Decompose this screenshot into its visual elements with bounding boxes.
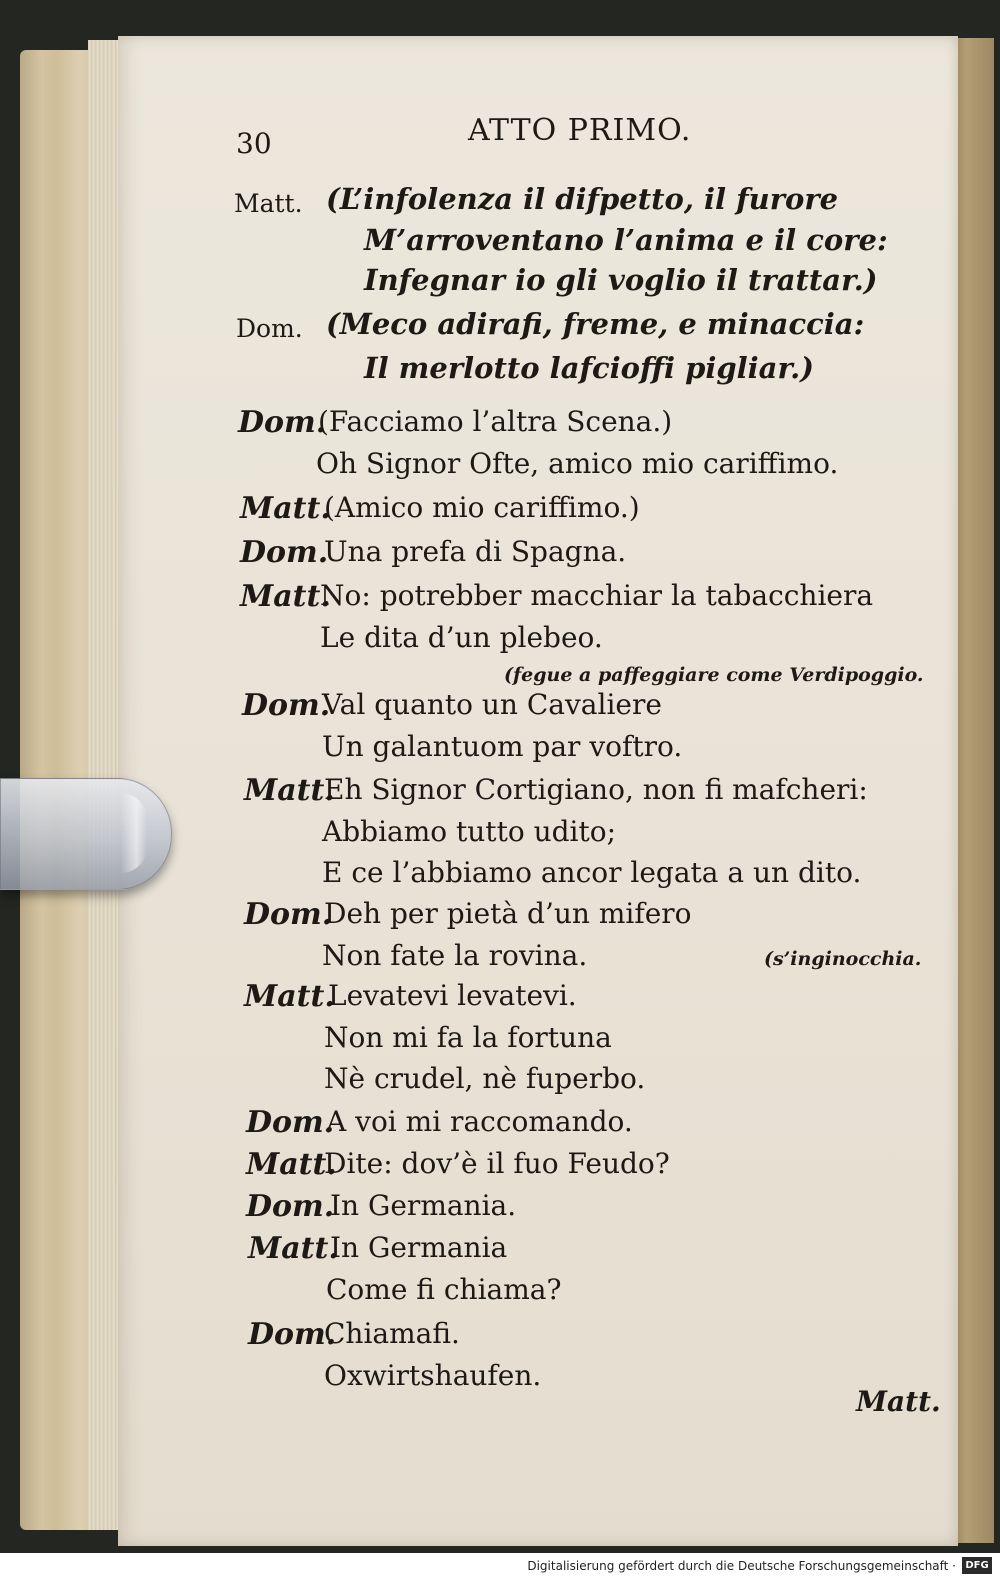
footer-bar: [0, 1553, 1000, 1579]
footer-credit: Digitalisierung gefördert durch die Deutsche Forschungsgemeinschaft ·: [527, 1559, 956, 1573]
dialogue-line: Dite: dov’è il fuo Feudo?: [324, 1147, 670, 1180]
dialogue-line: Levatevi levatevi.: [328, 979, 577, 1012]
dialogue-line: Chiamafi.: [324, 1317, 460, 1350]
speaker-label: Matt.: [240, 491, 331, 526]
dialogue-line: No: potrebber macchiar la tabacchiera: [320, 579, 874, 612]
dialogue-line: (Facciamo l’altra Scena.): [318, 405, 673, 438]
dialogue-line: E ce l’abbiamo ancor legata a un dito.: [322, 856, 862, 889]
clip-highlight: [121, 793, 147, 873]
speaker-label: Dom.: [240, 535, 329, 570]
dialogue-line: Nè crudel, nè fuperbo.: [324, 1062, 646, 1095]
catchword: Matt.: [856, 1385, 941, 1418]
verse-line: Il merlotto lafcioffi pigliar.): [364, 351, 814, 385]
dialogue-line: (Amico mio cariffimo.): [324, 491, 640, 524]
speaker-label: Dom.: [244, 897, 333, 932]
speaker-label: Matt.: [244, 773, 335, 808]
running-title: ATTO PRIMO.: [468, 113, 692, 148]
verse-line: (L’infolenza il difpetto, il furore: [326, 182, 839, 216]
dialogue-line: Come fi chiama?: [326, 1273, 562, 1306]
speaker-label: Matt.: [246, 1147, 337, 1182]
speaker-label: Dom.: [246, 1105, 335, 1140]
dialogue-line: Oh Signor Ofte, amico mio cariffimo.: [316, 447, 839, 480]
stage-direction: (fegue a paffeggiare come Verdipoggio.: [504, 664, 924, 686]
dialogue-line: Una prefa di Spagna.: [324, 535, 627, 568]
page-holder-clip: [0, 778, 172, 890]
dialogue-line: Le dita d’un plebeo.: [320, 621, 603, 654]
dialogue-line: A voi mi raccomando.: [326, 1105, 633, 1138]
dialogue-line: Non fate la rovina.: [322, 939, 588, 972]
book-page: [118, 36, 958, 1546]
speaker-label: Dom.: [236, 314, 303, 343]
speaker-label: Dom.: [248, 1317, 337, 1352]
speaker-label: Dom.: [246, 1189, 335, 1224]
speaker-label: Dom.: [238, 405, 327, 440]
dialogue-line: In Germania: [330, 1231, 508, 1264]
verse-line: Infegnar io gli voglio il trattar.): [364, 263, 878, 297]
speaker-label: Matt.: [234, 189, 303, 218]
dialogue-line: Non mi fa la fortuna: [324, 1021, 612, 1054]
dialogue-line: Deh per pietà d’un mifero: [324, 897, 692, 930]
dialogue-line: Un galantuom par voftro.: [322, 730, 683, 763]
stage-direction: (s’inginocchia.: [764, 948, 922, 970]
verse-line: (Meco adirafi, freme, e minaccia:: [326, 307, 865, 341]
dialogue-line: Oxwirtshaufen.: [324, 1359, 542, 1392]
dialogue-line: Val quanto un Cavaliere: [322, 688, 662, 721]
speaker-label: Matt.: [248, 1231, 339, 1266]
dfg-logo-icon: DFG: [962, 1557, 992, 1574]
speaker-label: Dom.: [242, 688, 331, 723]
speaker-label: Matt.: [244, 979, 335, 1014]
verse-line: M’arroventano l’anima e il core:: [364, 223, 888, 257]
dialogue-line: Eh Signor Cortigiano, non fi mafcheri:: [324, 773, 868, 806]
dialogue-line: Abbiamo tutto udito;: [322, 815, 617, 848]
page-number: 30: [236, 127, 272, 160]
speaker-label: Matt.: [240, 579, 331, 614]
dialogue-line: In Germania.: [330, 1189, 517, 1222]
